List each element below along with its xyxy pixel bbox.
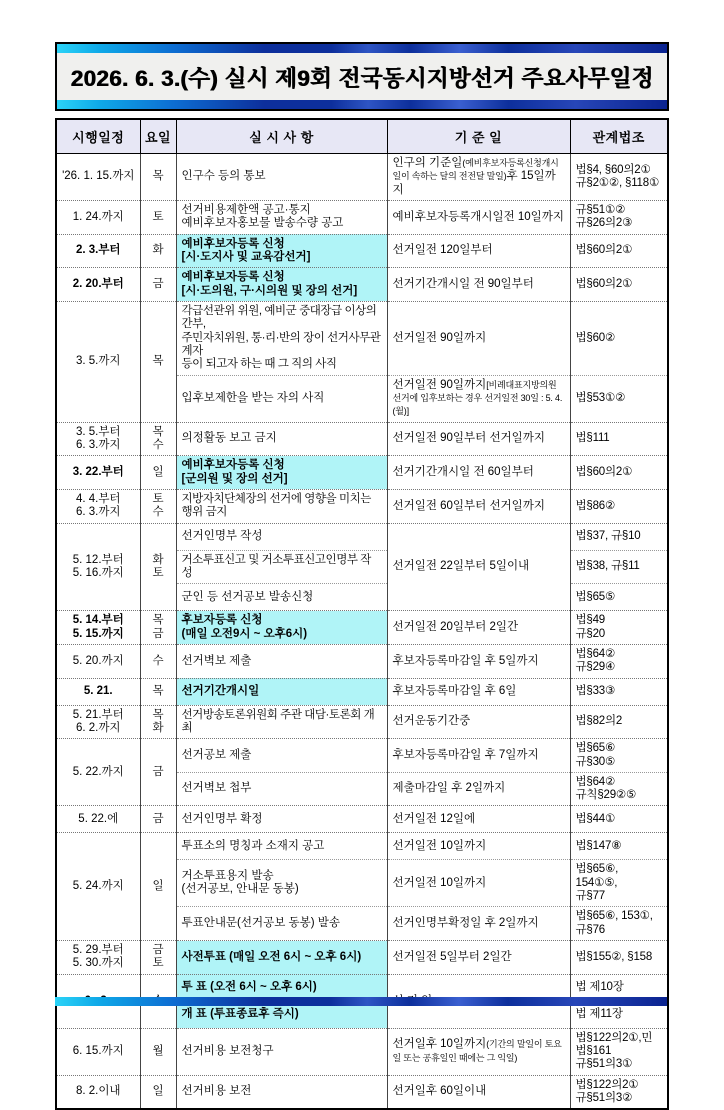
- date-line: 5. 29.부터: [72, 944, 124, 957]
- date-line: 3. 5.까지: [75, 355, 121, 368]
- action-line: 입후보제한을 받는 자의 사직: [181, 391, 325, 404]
- table-row: [56, 268, 668, 302]
- law-line: 법 제10장: [575, 981, 624, 994]
- date-line: 5. 22.까지: [72, 765, 124, 778]
- date-line: 5. 24.까지: [72, 880, 124, 893]
- date-cell: [56, 833, 140, 941]
- action-cell: [176, 456, 387, 490]
- action-line: 인구수 등의 통보: [181, 170, 266, 183]
- law-line: 법§53①②: [575, 391, 626, 404]
- law-cell: [570, 833, 668, 860]
- action-line: 의정활동 보고 금지: [181, 432, 277, 445]
- action-cell: [176, 678, 387, 705]
- basis-cell: [387, 456, 570, 490]
- day-cell: [140, 234, 176, 268]
- table-row: [56, 154, 668, 201]
- basis-text: 선거운동기간중: [392, 715, 471, 728]
- action-line: 사전투표 (매일 오전 6시 ~ 오후 6시): [181, 950, 362, 963]
- table-row: [56, 806, 668, 833]
- basis-note: (기간의 말일이 토요일 또는 공휴일인 때에는 그 익일): [392, 1039, 562, 1063]
- date-cell: [56, 200, 140, 234]
- action-cell: [176, 523, 387, 550]
- action-cell: [176, 860, 387, 907]
- day-line: 수: [152, 438, 164, 451]
- law-cell: [570, 200, 668, 234]
- day-cell: [140, 941, 176, 975]
- day-line: 금: [152, 627, 164, 640]
- basis-cell: [387, 301, 570, 375]
- page-title: 2026. 6. 3.(수) 실시 제9회 전국동시지방선거 주요사무일정: [70, 65, 654, 91]
- law-cell: [570, 678, 668, 705]
- law-cell: [570, 611, 668, 645]
- law-cell: [570, 1075, 668, 1109]
- law-line: 법§65⑥, 154①⑤,: [575, 863, 619, 889]
- basis-text: 선거일전 120일부터: [392, 244, 493, 257]
- law-line: 법§60의2①: [575, 244, 633, 257]
- law-cell: [570, 941, 668, 975]
- date-line: 5. 22.에: [78, 812, 119, 825]
- action-line: 선거인명부 작성: [181, 529, 263, 542]
- date-cell: [56, 234, 140, 268]
- basis-text: 선거일후 60일이내: [392, 1085, 487, 1098]
- header-action: 실 시 사 항: [176, 119, 387, 154]
- table-row: [56, 833, 668, 860]
- basis-text: 선거일전 90일부터 선거일까지: [392, 432, 545, 445]
- law-cell: [570, 268, 668, 302]
- day-line: 금: [152, 812, 164, 825]
- action-cell: [176, 234, 387, 268]
- table-row: [56, 523, 668, 550]
- day-line: 토: [152, 957, 164, 970]
- action-line: 각급선관위 위원, 예비군 중대장급 이상의 간부,: [181, 304, 377, 331]
- basis-cell: [387, 375, 570, 422]
- basis-text: 선거일전 10일까지: [392, 876, 487, 889]
- day-cell: [140, 1075, 176, 1109]
- basis-text: 선거일후 10일까지: [392, 1038, 487, 1051]
- day-line: 일: [152, 880, 164, 893]
- basis-cell: [387, 268, 570, 302]
- day-cell: [140, 489, 176, 523]
- header-date: 시행일정: [56, 119, 140, 154]
- date-cell: [56, 268, 140, 302]
- law-line: 법 제11장: [575, 1008, 623, 1021]
- basis-cell: [387, 154, 570, 201]
- law-line: 규칙§29②⑤: [575, 789, 637, 802]
- date-line: 2. 20.부터: [72, 277, 124, 290]
- law-line: 규§51의3②: [575, 1092, 633, 1105]
- action-line: 예비후보자등록 신청: [181, 237, 285, 250]
- table-row: [56, 1075, 668, 1109]
- law-cell: [570, 489, 668, 523]
- day-line: 화: [152, 721, 164, 734]
- action-line: 거소투표신고 및 거소투표신고인명부 작성: [181, 553, 371, 579]
- action-line: 선거벽보 첩부: [181, 782, 252, 795]
- law-line: 법§122의2①: [575, 1078, 639, 1091]
- table-body: [56, 154, 668, 1110]
- basis-cell: [387, 941, 570, 975]
- table-row: [56, 739, 668, 773]
- action-line: 선거방송토론위원회 주관 대담·토론회 개최: [181, 708, 375, 734]
- law-line: 법§64②: [575, 775, 616, 788]
- action-cell: [176, 1028, 387, 1075]
- basis-text: 선거일전 20일부터 2일간: [392, 620, 519, 633]
- law-cell: [570, 234, 668, 268]
- action-cell: [176, 200, 387, 234]
- date-cell: [56, 941, 140, 975]
- law-cell: [570, 422, 668, 456]
- action-cell: [176, 268, 387, 302]
- basis-text: 선거기간개시일 전 60일부터: [392, 465, 534, 478]
- date-line: 1. 24.까지: [72, 210, 124, 223]
- date-line: '26. 1. 15.까지: [62, 170, 135, 183]
- date-cell: [56, 739, 140, 806]
- action-line: 선거인명부 확정: [181, 812, 263, 825]
- date-line: 2. 3.부터: [75, 244, 121, 257]
- day-line: 금: [152, 944, 164, 957]
- action-cell: [176, 833, 387, 860]
- law-line: 규§77: [575, 890, 605, 903]
- title-bottom-bar: [57, 100, 667, 109]
- action-line: 후보자등록 신청: [181, 614, 263, 627]
- table-row: [56, 200, 668, 234]
- law-line: 법§37, 규§10: [575, 529, 641, 542]
- action-line: 선거비용 보전: [181, 1085, 252, 1098]
- law-line: 법§64②: [575, 647, 616, 660]
- basis-cell: [387, 489, 570, 523]
- day-line: 토: [152, 210, 164, 223]
- date-cell: [56, 422, 140, 456]
- basis-text: 인구의 기준일: [392, 157, 463, 169]
- action-line: (매일 오전9시 ~ 오후6시): [181, 627, 308, 640]
- law-line: 법§60의2①: [575, 465, 633, 478]
- basis-text: 후보자등록마감일 후 6일: [392, 684, 517, 697]
- action-cell: [176, 422, 387, 456]
- law-cell: [570, 806, 668, 833]
- day-line: 목: [152, 170, 164, 183]
- law-line: 법§4, §60의2①: [575, 163, 651, 176]
- schedule-table: [55, 118, 669, 1110]
- day-cell: [140, 806, 176, 833]
- basis-text: 선거인명부확정일 후 2일까지: [392, 917, 539, 930]
- table-row: [56, 705, 668, 739]
- law-line: 규§26의2③: [575, 217, 633, 230]
- day-line: 토: [152, 566, 164, 579]
- date-cell: [56, 456, 140, 490]
- day-line: 목: [152, 425, 164, 438]
- action-line: 군인 등 선거공보 발송신청: [181, 590, 314, 603]
- action-line: 선거벽보 제출: [181, 654, 252, 667]
- date-cell: [56, 1028, 140, 1075]
- date-line: 3. 5.부터: [75, 425, 121, 438]
- basis-note: (예비후보자등록신청개시일이 속하는 달의 전전달 말일): [392, 158, 559, 182]
- action-cell: [176, 1075, 387, 1109]
- law-cell: [570, 739, 668, 773]
- date-line: 5. 20.까지: [72, 654, 124, 667]
- table-row: [56, 301, 668, 375]
- date-line: 6. 2.까지: [75, 721, 121, 734]
- action-line: 지방자치단체장의 선거에 영향을 미치는 행위 금지: [181, 492, 371, 519]
- law-cell: [570, 705, 668, 739]
- law-line: 규§51의3①: [575, 1058, 633, 1071]
- day-cell: [140, 422, 176, 456]
- basis-text: 후보자등록마감일 후 5일까지: [392, 654, 539, 667]
- law-cell: [570, 584, 668, 611]
- day-line: 월: [152, 1045, 164, 1058]
- law-line: 법§155②, §158: [575, 950, 653, 963]
- basis-text: 선거기간개시일 전 90일부터: [392, 277, 534, 290]
- action-cell: [176, 489, 387, 523]
- action-line: 선거공보 제출: [181, 748, 252, 761]
- date-cell: [56, 611, 140, 645]
- date-cell: [56, 489, 140, 523]
- action-cell: [176, 739, 387, 773]
- action-cell: [176, 907, 387, 941]
- date-line: 6. 15.까지: [72, 1045, 124, 1058]
- basis-cell: [387, 422, 570, 456]
- law-line: 규§20: [575, 627, 605, 640]
- action-line: 선거비용 보전청구: [181, 1045, 274, 1058]
- basis-cell: [387, 772, 570, 806]
- basis-cell: [387, 907, 570, 941]
- law-cell: [570, 154, 668, 201]
- law-cell: [570, 907, 668, 941]
- date-line: 8. 2.이내: [75, 1085, 121, 1098]
- basis-text: 선거일전 5일부터 2일간: [392, 950, 512, 963]
- table-row: [56, 678, 668, 705]
- day-cell: [140, 611, 176, 645]
- action-cell: [176, 941, 387, 975]
- date-cell: [56, 705, 140, 739]
- date-line: 3. 22.부터: [72, 465, 124, 478]
- day-cell: [140, 154, 176, 201]
- table-row: [56, 456, 668, 490]
- header-basis: 기 준 일: [387, 119, 570, 154]
- date-line: 5. 21.부터: [72, 708, 124, 721]
- law-cell: [570, 644, 668, 678]
- law-cell: [570, 772, 668, 806]
- law-line: 법§49: [575, 614, 605, 627]
- date-cell: [56, 678, 140, 705]
- basis-text: 선거일전 10일까지: [392, 839, 487, 852]
- table-row: [56, 489, 668, 523]
- law-line: 법§65⑥: [575, 742, 616, 755]
- law-cell: [570, 375, 668, 422]
- action-cell: [176, 611, 387, 645]
- law-cell: [570, 301, 668, 375]
- law-line: 법§44①: [575, 812, 616, 825]
- title-top-bar: [57, 44, 667, 53]
- action-line: 거소투표용지 발송: [181, 870, 274, 883]
- action-line: 주민자치위원, 통·리·반의 장이 선거사무관계자: [181, 331, 381, 357]
- header-row: [56, 119, 668, 154]
- basis-text: 선거일전 12일에: [392, 812, 476, 825]
- basis-text: 후 15일까지: [392, 170, 556, 196]
- basis-cell: [387, 1028, 570, 1075]
- date-line: 5. 15.까지: [72, 627, 124, 640]
- day-cell: [140, 301, 176, 422]
- day-line: 목: [152, 684, 164, 697]
- basis-cell: [387, 705, 570, 739]
- law-line: 법§86②: [575, 499, 616, 512]
- table-row: [56, 422, 668, 456]
- date-cell: [56, 154, 140, 201]
- day-cell: [140, 739, 176, 806]
- basis-cell: [387, 833, 570, 860]
- day-cell: [140, 678, 176, 705]
- basis-cell: [387, 200, 570, 234]
- day-line: 목: [152, 614, 164, 627]
- footer-bar: [55, 997, 667, 1006]
- basis-text: 예비후보자등록개시일전 10일까지: [392, 210, 565, 223]
- day-line: 목: [152, 355, 164, 368]
- basis-cell: [387, 806, 570, 833]
- day-cell: [140, 833, 176, 941]
- date-line: 5. 21.: [83, 684, 113, 697]
- date-line: 5. 12.부터: [72, 553, 124, 566]
- action-line: [시·도지사 및 교육감선거]: [181, 250, 311, 263]
- title-block: [55, 42, 669, 111]
- law-cell: [570, 550, 668, 584]
- action-line: 선거기간개시일: [181, 684, 260, 697]
- day-line: 일: [152, 1085, 164, 1098]
- action-line: 선거비용제한액 공고·통지: [181, 203, 311, 216]
- basis-cell: [387, 678, 570, 705]
- basis-text: 선거일전 90일까지: [392, 378, 487, 391]
- basis-cell: [387, 523, 570, 611]
- action-line: 예비후보자홍보물 발송수량 공고: [181, 217, 344, 230]
- day-line: 화: [152, 553, 164, 566]
- law-line: 규§51①②: [575, 203, 626, 216]
- law-cell: [570, 523, 668, 550]
- day-cell: [140, 268, 176, 302]
- day-line: 일: [152, 465, 164, 478]
- action-line: 개 표 (투표종료후 즉시): [181, 1008, 299, 1021]
- day-cell: [140, 705, 176, 739]
- day-line: 수: [152, 654, 164, 667]
- basis-cell: [387, 860, 570, 907]
- day-line: 목: [152, 708, 164, 721]
- day-line: 토: [152, 492, 164, 505]
- law-line: 법§65⑤: [575, 590, 616, 603]
- action-line: 예비후보자등록 신청: [181, 459, 285, 472]
- table-row: [56, 941, 668, 975]
- date-line: 5. 30.까지: [72, 957, 124, 970]
- date-cell: [56, 301, 140, 422]
- action-cell: [176, 772, 387, 806]
- date-line: 5. 14.부터: [72, 614, 124, 627]
- law-line: 규§29④: [575, 661, 616, 674]
- date-cell: [56, 806, 140, 833]
- action-cell: [176, 375, 387, 422]
- action-line: 투표소의 명칭과 소재지 공고: [181, 839, 325, 852]
- action-cell: [176, 705, 387, 739]
- basis-note: [비례대표지방의원선거에 입후보하는 경우 선거일전 30일 : 5. 4.(월)]: [392, 379, 563, 417]
- day-line: 금: [152, 277, 164, 290]
- action-line: [시·도의원, 구·시의원 및 장의 선거]: [181, 284, 358, 297]
- action-line: (선거공보, 안내문 동봉): [181, 883, 299, 896]
- action-line: 투 표 (오전 6시 ~ 오후 6시): [181, 981, 317, 994]
- table-header: [56, 119, 668, 154]
- basis-cell: [387, 644, 570, 678]
- action-line: 예비후보자등록 신청: [181, 271, 285, 284]
- action-cell: [176, 550, 387, 584]
- day-line: 수: [152, 506, 164, 519]
- day-line: 금: [152, 765, 164, 778]
- law-cell: [570, 860, 668, 907]
- action-cell: [176, 301, 387, 375]
- law-line: 법§111: [575, 432, 610, 445]
- basis-cell: [387, 1075, 570, 1109]
- action-cell: [176, 644, 387, 678]
- law-cell: [570, 1028, 668, 1075]
- day-cell: [140, 523, 176, 611]
- law-line: 규§76: [575, 923, 605, 936]
- law-line: 법§60②: [575, 331, 616, 344]
- date-line: 5. 16.까지: [72, 566, 124, 579]
- day-cell: [140, 644, 176, 678]
- law-line: 법§38, 규§11: [575, 560, 640, 573]
- table-row: [56, 644, 668, 678]
- law-cell: [570, 456, 668, 490]
- action-line: 등이 되고자 하는 때 그 직의 사직: [181, 358, 337, 371]
- action-cell: [176, 584, 387, 611]
- basis-text: 선거일전 22일부터 5일이내: [392, 560, 530, 573]
- action-line: [군의원 및 장의 선거]: [181, 472, 288, 485]
- basis-text: 후보자등록마감일 후 7일까지: [392, 748, 539, 761]
- law-line: 법§60의2①: [575, 277, 633, 290]
- header-law: 관계법조: [570, 119, 668, 154]
- table-row: [56, 1028, 668, 1075]
- basis-cell: [387, 611, 570, 645]
- law-line: 법§33③: [575, 684, 616, 697]
- law-line: 법§82의2: [575, 715, 623, 728]
- law-line: 법§65⑥, 153①,: [575, 910, 653, 923]
- law-line: 법§122의2①,민법§161: [575, 1031, 653, 1058]
- basis-text: 제출마감일 후 2일까지: [392, 782, 506, 795]
- action-cell: [176, 154, 387, 201]
- basis-text: 선거일전 60일부터 선거일까지: [392, 499, 545, 512]
- table-row: [56, 611, 668, 645]
- date-line: 6. 3.까지: [75, 506, 121, 519]
- table-row: [56, 234, 668, 268]
- law-line: 법§147⑧: [575, 839, 622, 852]
- date-line: 4. 4.부터: [75, 492, 121, 505]
- header-day: 요일: [140, 119, 176, 154]
- date-cell: [56, 1075, 140, 1109]
- day-cell: [140, 200, 176, 234]
- law-line: 규§2①②, §118①: [575, 176, 660, 189]
- day-line: 화: [152, 244, 164, 257]
- law-line: 규§30⑤: [575, 755, 616, 768]
- action-cell: [176, 806, 387, 833]
- day-cell: [140, 1028, 176, 1075]
- date-cell: [56, 523, 140, 611]
- action-line: 투표안내문(선거공보 동봉) 발송: [181, 917, 340, 930]
- basis-cell: [387, 234, 570, 268]
- basis-cell: [387, 739, 570, 773]
- basis-text: 선거일전 90일까지: [392, 331, 487, 344]
- date-line: 6. 3.까지: [75, 438, 121, 451]
- title-band: [57, 53, 667, 100]
- day-cell: [140, 456, 176, 490]
- date-cell: [56, 644, 140, 678]
